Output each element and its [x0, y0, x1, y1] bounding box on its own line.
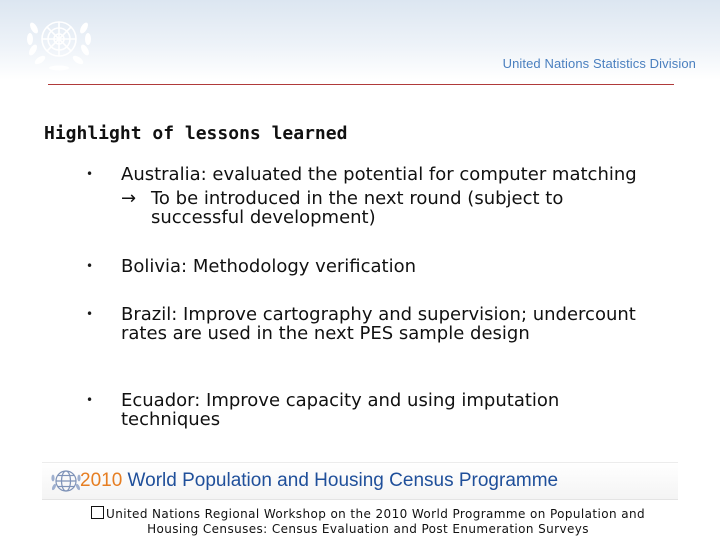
bullet-text: Brazil: Improve cartography and supervision; undercount rates are used in the next PES sample design	[121, 304, 636, 344]
footer	[48, 506, 688, 537]
bullet-text: Bolivia: Methodology verification	[121, 256, 417, 277]
banner-year: 2010	[80, 470, 123, 491]
bullet-icon: •	[86, 259, 94, 273]
bullet-icon: •	[86, 167, 94, 181]
sub-line-text: To be introduced in the next round (subject to	[151, 188, 564, 209]
banner-title	[80, 470, 558, 492]
division-name: United Nations Statistics Division	[502, 56, 696, 71]
banner-title-text: World Population and Housing Census Programme	[122, 470, 559, 491]
bullet-text: Ecuador: Improve capacity and using imputation techniques	[121, 390, 560, 430]
census-programme-banner	[42, 462, 678, 500]
bullet-icon: •	[86, 307, 94, 321]
sub-line	[121, 189, 681, 208]
slide-heading: Highlight of lessons learned	[44, 123, 348, 144]
bullet-icon: •	[86, 393, 94, 407]
arrow-right-icon: →	[121, 188, 137, 209]
footer-line1: United Nations Regional Workshop on the 2010 World Programme on Population and	[106, 507, 645, 521]
title-rule	[48, 84, 674, 85]
checkbox-glyph-icon	[91, 506, 104, 519]
globe-icon	[48, 465, 84, 497]
bullet-text: Australia: evaluated the potential for computer matching	[121, 164, 637, 185]
sub-line-continuation: successful development)	[151, 207, 376, 228]
footer-line2: Housing Censuses: Census Evaluation and Post Enumeration Surveys	[147, 522, 589, 536]
un-emblem-icon	[20, 8, 98, 74]
